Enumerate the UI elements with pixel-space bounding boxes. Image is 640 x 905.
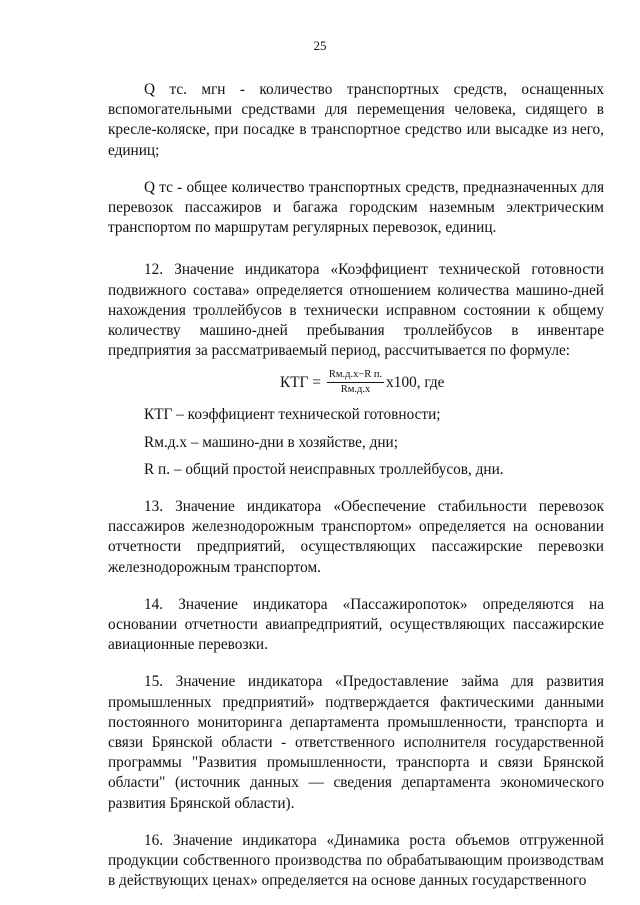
paragraph-item-13: 13. Значение индикатора «Обеспечение стабильности перевозок пассажиров железнодорожным транспортом» определяется на основании отчетности предприятий, осуществляющих пассажирские перевозки железнодорожным транспортом. xyxy=(108,498,604,576)
formula-block xyxy=(108,361,604,405)
definition-rmdx: Rм.д.х – машино-дни в хозяйстве, дни; xyxy=(144,433,398,451)
paragraph-item-15: 15. Значение индикатора «Предоставление займа для развития промышленных предприятий» подтверждается фактическими данными постоянного мониторинга департамента промышленности, транспорта и связи Брянской области - ответственного исполнителя государственной программы "Развития промышленности, транспорта и связи Брянской области" (источник данных — сведения департамента экономического развития Брянской области). xyxy=(108,673,604,812)
formula-lhs: КТГ = xyxy=(280,373,321,391)
definition-ktg: КТГ – коэффициент технической готовности; xyxy=(144,406,441,424)
document-body xyxy=(108,80,604,892)
ktg-formula xyxy=(280,369,444,396)
paragraph-q-tc-mgn: Q тс. мгн - количество транспортных средств, оснащенных вспомогательными средствами для перемещения человека, сидящего в кресле-коляске, при посадке в транспортное средство или высадке из него, единиц; xyxy=(108,81,604,159)
formula-denominator: Rм.д.х xyxy=(340,384,371,396)
paragraph-item-12: 12. Значение индикатора «Коэффициент технической готовности подвижного состава» определяется отношением количества машино-дней нахождения троллейбусов в технически исправном состоянии к общему количеству машино-дней пребывания троллейбусов в инвентаре предприятия за рассматриваемый период, рассчитывается по формуле: xyxy=(108,261,604,360)
formula-numerator: Rм.д.х−R п. xyxy=(327,369,384,383)
paragraph-item-14: 14. Значение индикатора «Пассажиропоток» определяются на основании отчетности авиапредприятий, осуществляющих пассажирские авиационные перевозки. xyxy=(108,595,604,654)
paragraph-q-tc: Q тс - общее количество транспортных средств, предназначенных для перевозок пассажиров и багажа городским наземным электрическим транспортом по маршрутам регулярных перевозок, единиц. xyxy=(108,178,604,237)
page-number: 25 xyxy=(313,38,327,53)
formula-fraction xyxy=(327,369,384,396)
paragraph-item-16: 16. Значение индикатора «Динамика роста объемов отгруженной продукции собственного производства по обрабатывающим производствам в действующих ценах» определяется на основе данных государственного xyxy=(108,831,604,890)
formula-rhs: x100, где xyxy=(386,373,445,391)
definition-rp: R п. – общий простой неисправных троллейбусов, дни. xyxy=(144,460,504,478)
